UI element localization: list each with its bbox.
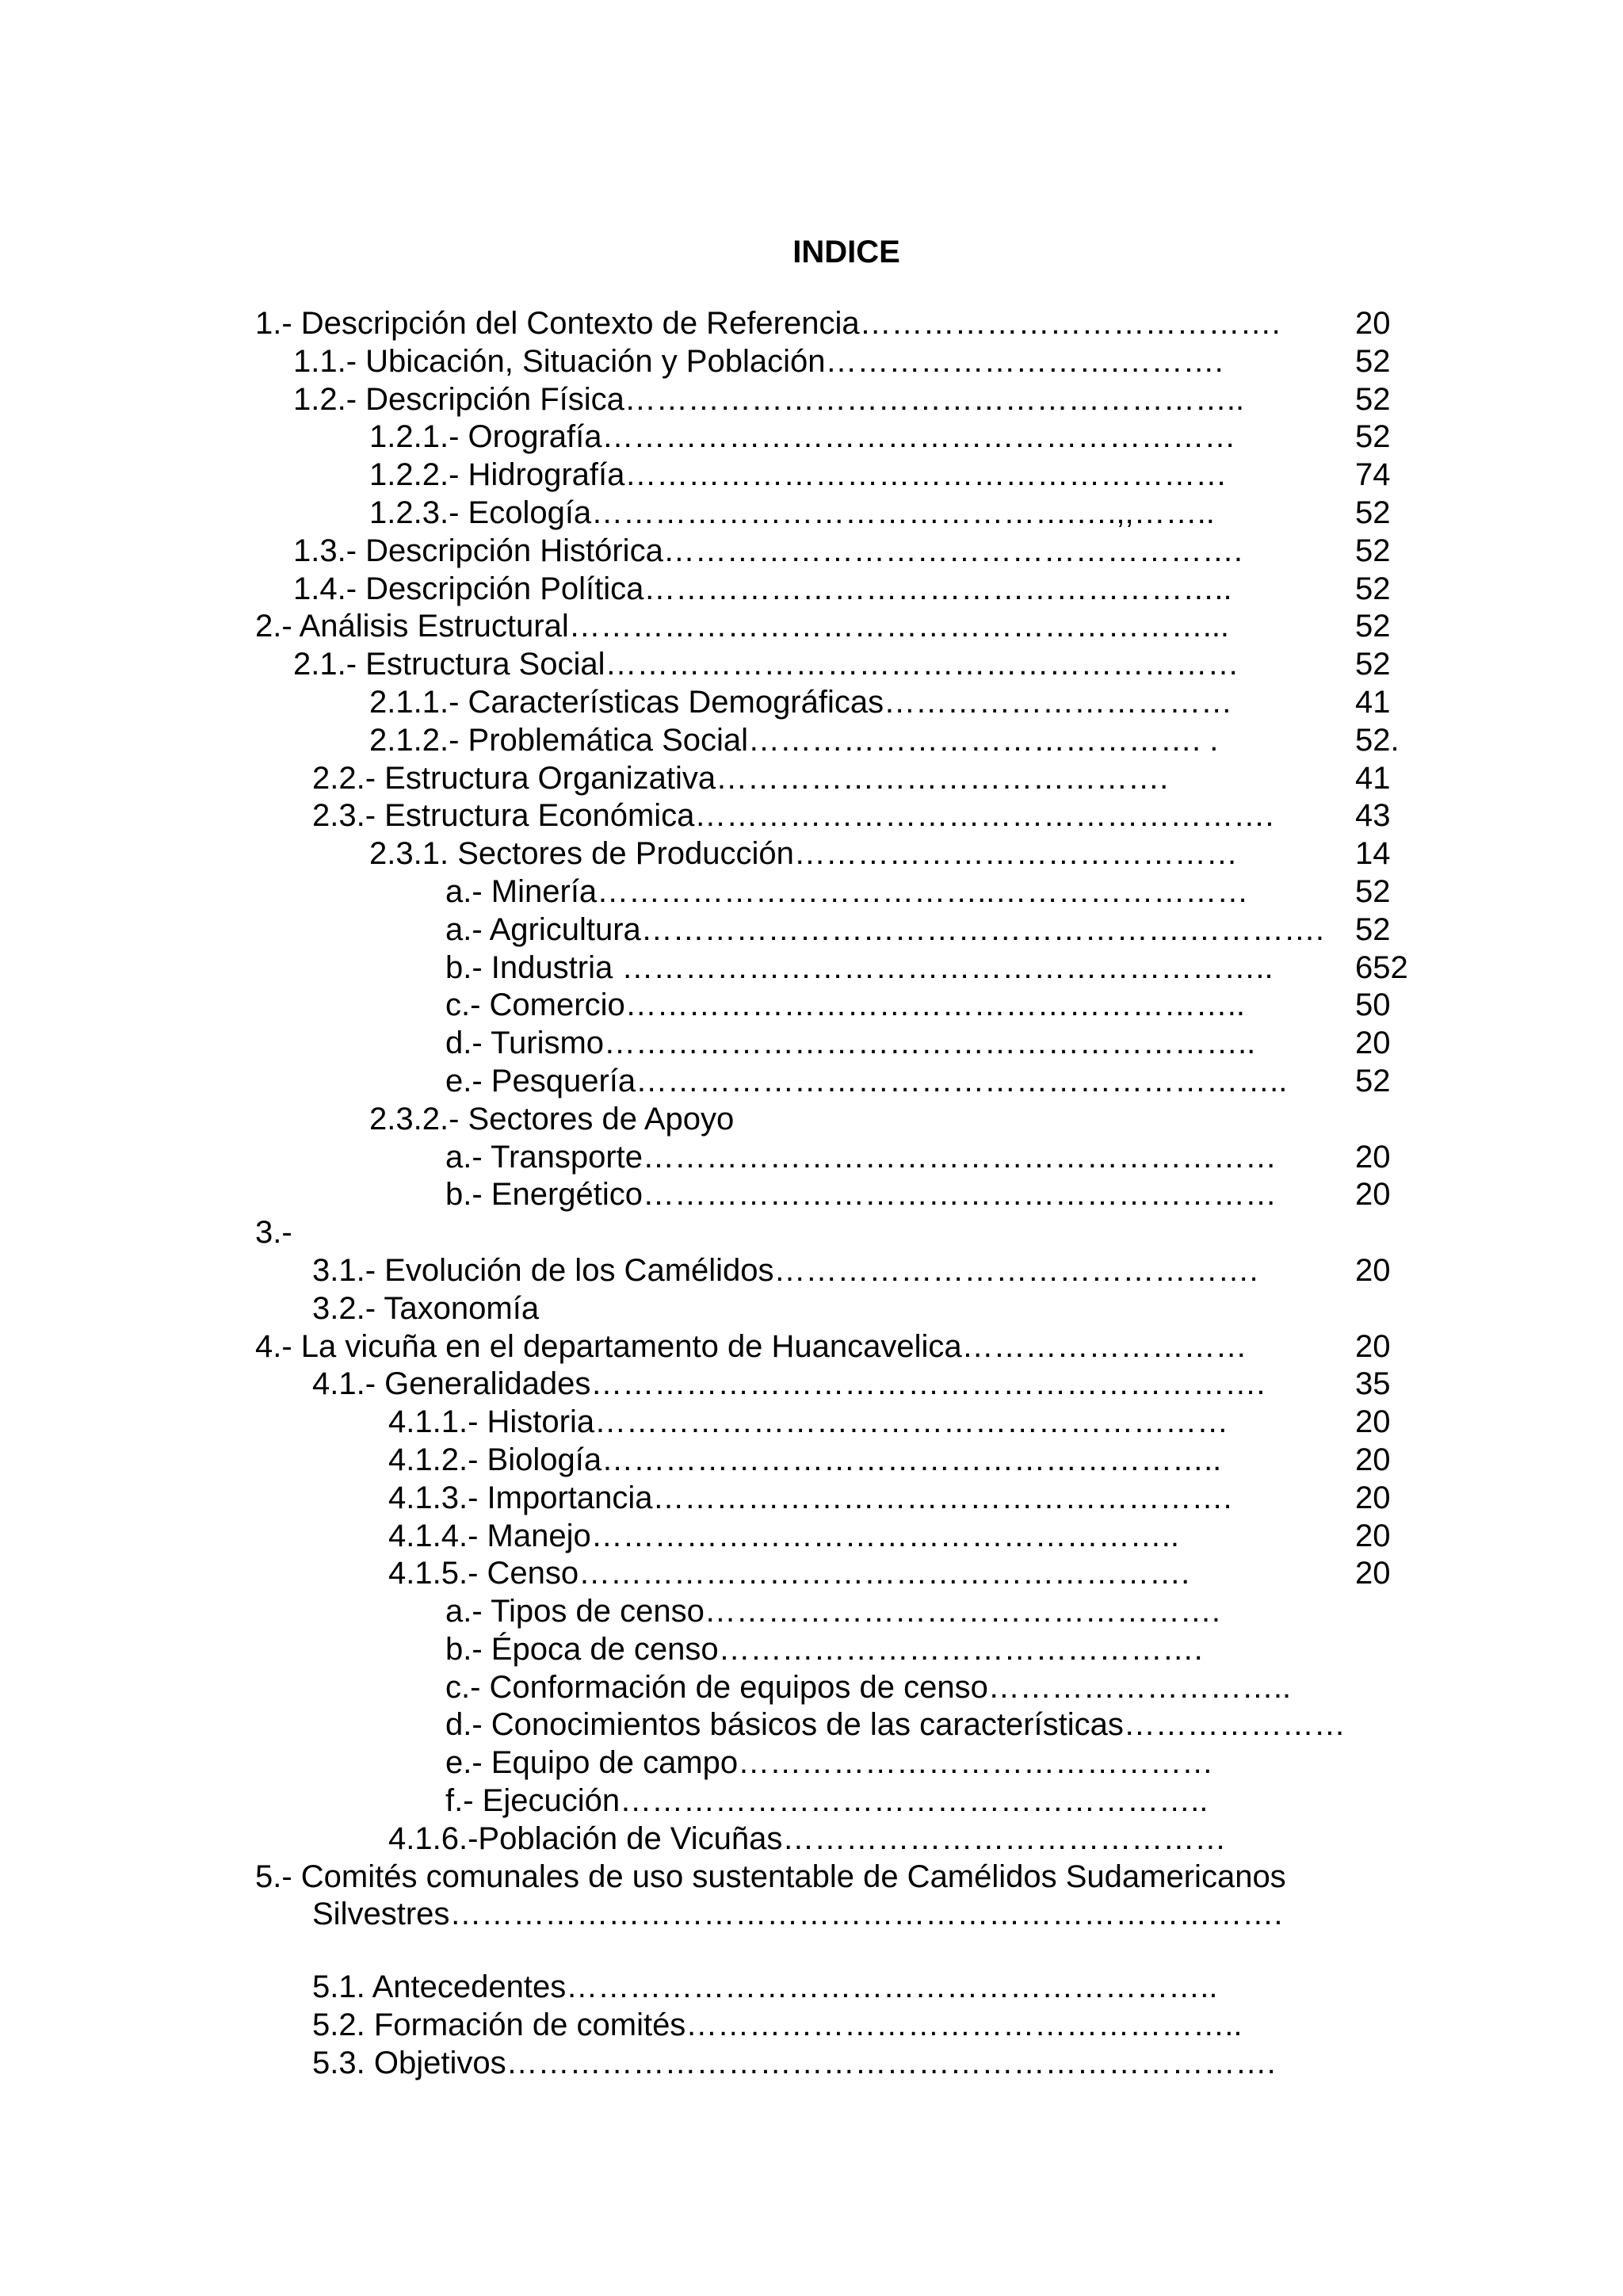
toc-entry-label: 4.- La vicuña en el departamento de Huancavelica……………………… — [255, 1328, 1247, 1364]
toc-entry-label: 1.2.3.- Ecología……………………………………….….,,…….. — [369, 495, 1215, 530]
toc-entry — [0, 646, 1623, 684]
toc-entry-page: 20 — [1355, 1252, 1391, 1288]
toc-entry-page: 20 — [1355, 1328, 1391, 1364]
toc-entry — [0, 1859, 1623, 1897]
toc-entry-page: 20 — [1355, 306, 1391, 341]
toc-entry-label: 4.1.2.- Biología………………………………………………….. — [388, 1442, 1222, 1477]
toc-entry-page: 52 — [1355, 571, 1391, 606]
toc-entry-page: 52 — [1355, 911, 1391, 947]
toc-entry-page: 652 — [1355, 949, 1408, 985]
toc-entry — [0, 797, 1623, 835]
toc-entry-label: 2.1.2.- Problemática Social……………………………………. . — [369, 722, 1219, 758]
toc-entry-label: 4.1.4.- Manejo……………………………………………….. — [388, 1518, 1179, 1553]
toc-entry — [0, 1025, 1623, 1063]
toc-entry — [0, 1328, 1623, 1366]
toc-entry-page: 35 — [1355, 1366, 1391, 1402]
toc-entry — [0, 1744, 1623, 1782]
toc-entry — [0, 1631, 1623, 1669]
toc-entry — [0, 1555, 1623, 1593]
toc-entry — [0, 418, 1623, 457]
toc-entry-label: Silvestres……………………………………………………………………. — [312, 1897, 1283, 1932]
toc-entry — [0, 571, 1623, 609]
toc-entry — [0, 2045, 1623, 2083]
toc-entry-page: 20 — [1355, 1177, 1391, 1213]
toc-entry — [0, 873, 1623, 911]
toc-entry-label: 2.2.- Estructura Organizativa……………………………………. — [312, 760, 1169, 796]
toc-entry-label: b.- Industria …………………………………………………….. — [445, 949, 1274, 985]
toc-entry-label: 1.2.1.- Orografía…………………………………………………… — [369, 419, 1236, 455]
toc-entry-label: 4.1.1.- Historia…………………………………………………… — [388, 1404, 1229, 1440]
toc-entry-label: 1.2.- Descripción Física………………………………………………….. — [293, 381, 1245, 417]
toc-entry — [0, 457, 1623, 495]
table-of-contents — [0, 305, 1623, 2083]
toc-entry-label: 2.1.- Estructura Social…………………………………………………… — [293, 647, 1239, 682]
toc-entry — [0, 343, 1623, 381]
toc-entry-page: 52. — [1355, 722, 1400, 758]
toc-entry-page: 52 — [1355, 647, 1391, 682]
toc-entry-label: 4.1.6.-Población de Vicuñas…………………………………… — [388, 1820, 1227, 1856]
toc-entry-page: 20 — [1355, 1404, 1391, 1440]
toc-entry-label: 2.3.- Estructura Económica………………………………………………. — [312, 798, 1274, 834]
toc-entry — [0, 1480, 1623, 1518]
toc-entry — [0, 1442, 1623, 1480]
toc-entry-label: 1.1.- Ubicación, Situación y Población……………………….………. — [293, 343, 1224, 379]
toc-entry — [0, 495, 1623, 533]
toc-entry-page: 14 — [1355, 836, 1391, 872]
toc-entry-label: a.- Tipos de censo…………………………………………. — [445, 1594, 1220, 1629]
toc-entry-label: a.- Transporte…………………………………………………… — [445, 1139, 1277, 1175]
toc-entry-label: 5.2. Formación de comités…………………………………………….. — [312, 2008, 1243, 2043]
toc-entry-page: 20 — [1355, 1518, 1391, 1553]
toc-entry-label: d.- Turismo…………………………………………………….. — [445, 1026, 1256, 1061]
toc-entry-label: 2.3.2.- Sectores de Apoyo — [369, 1101, 735, 1137]
toc-entry-label: 5.3. Objetivos………………………………………………………………. — [312, 2045, 1276, 2080]
toc-entry-label: b.- Época de censo………………………………………. — [445, 1631, 1203, 1667]
toc-entry-page: 74 — [1355, 457, 1391, 493]
toc-entry-page: 52 — [1355, 495, 1391, 530]
toc-entry-label: 1.2.2.- Hidrografía………………………………………………… — [369, 457, 1228, 493]
toc-entry-label: c.- Conformación de equipos de censo……………………….. — [445, 1669, 1292, 1705]
toc-entry-page: 52 — [1355, 609, 1391, 644]
toc-entry — [0, 987, 1623, 1025]
toc-entry-label: b.- Energético…………………………………………………… — [445, 1177, 1277, 1213]
toc-entry — [0, 835, 1623, 873]
toc-entry-label: c.- Comercio………………………………………………….. — [445, 988, 1245, 1023]
toc-entry-page: 52 — [1355, 1063, 1391, 1098]
index-title: INDICE — [792, 235, 900, 269]
toc-entry — [0, 381, 1623, 419]
toc-entry — [0, 1366, 1623, 1404]
toc-entry — [0, 760, 1623, 798]
toc-entry-label: 3.2.- Taxonomía — [312, 1290, 540, 1326]
toc-entry — [0, 305, 1623, 343]
toc-entry — [0, 1101, 1623, 1139]
toc-entry — [0, 1896, 1623, 1934]
toc-entry-label: 3.1.- Evolución de los Camélidos………………………………………. — [312, 1252, 1258, 1288]
toc-entry — [0, 1934, 1623, 1969]
toc-entry — [0, 1063, 1623, 1101]
toc-entry-page: 52 — [1355, 381, 1391, 417]
toc-entry-label: d.- Conocimientos básicos de las características………………… — [445, 1707, 1346, 1743]
toc-entry — [0, 1214, 1623, 1252]
toc-entry-label: 4.1.3.- Importancia………………………………………………. — [388, 1480, 1232, 1515]
toc-entry-page: 41 — [1355, 760, 1391, 796]
toc-entry — [0, 1706, 1623, 1744]
toc-entry — [0, 1593, 1623, 1631]
toc-entry-label: 2.- Análisis Estructural……………………………………………………... — [255, 609, 1230, 644]
toc-entry-label: 1.4.- Descripción Política……………………………………………….. — [293, 571, 1232, 606]
toc-entry — [0, 1176, 1623, 1214]
toc-entry — [0, 608, 1623, 646]
toc-entry-page: 43 — [1355, 798, 1391, 834]
toc-entry-label: 2.3.1. Sectores de Producción…………………………………… — [369, 836, 1238, 872]
toc-entry — [0, 1518, 1623, 1556]
toc-entry — [0, 949, 1623, 988]
toc-entry — [0, 2007, 1623, 2045]
toc-entry-page: 50 — [1355, 988, 1391, 1023]
toc-entry-page: 20 — [1355, 1556, 1391, 1591]
toc-entry-page: 52 — [1355, 533, 1391, 568]
toc-entry-page: 52 — [1355, 873, 1391, 909]
toc-entry — [0, 1820, 1623, 1859]
toc-entry-page: 20 — [1355, 1480, 1391, 1515]
toc-entry — [0, 1404, 1623, 1442]
toc-entry — [0, 533, 1623, 571]
toc-entry — [0, 722, 1623, 760]
toc-entry-label: f.- Ejecución……………………………………………….. — [445, 1783, 1209, 1819]
toc-entry-label: 2.1.1.- Características Demográficas…………………………… — [369, 684, 1233, 720]
toc-entry-label: a.- Agricultura…………………………………………….…………. — [445, 911, 1325, 947]
toc-entry — [0, 1290, 1623, 1328]
toc-entry-label: 1.3.- Descripción Histórica………………………………………………. — [293, 533, 1243, 568]
toc-entry — [0, 1969, 1623, 2007]
toc-entry — [0, 684, 1623, 722]
toc-entry — [0, 1139, 1623, 1177]
toc-entry-page: 41 — [1355, 684, 1391, 720]
toc-entry-page: 20 — [1355, 1026, 1391, 1061]
toc-entry — [0, 1669, 1623, 1707]
toc-entry — [0, 911, 1623, 949]
toc-entry-label: 5.- Comités comunales de uso sustentable de Camélidos Sudamericanos — [255, 1859, 1286, 1894]
toc-entry-label: 5.1. Antecedentes…………………………………………………….. — [312, 1969, 1218, 2005]
toc-entry-label: 1.- Descripción del Contexto de Referencia…………………………………. — [255, 306, 1281, 341]
toc-entry-label: e.- Pesquería…………………………………………………….. — [445, 1063, 1288, 1098]
toc-entry — [0, 1782, 1623, 1820]
toc-entry-label: e.- Equipo de campo……………………………………… — [445, 1745, 1214, 1781]
toc-entry-page: 52 — [1355, 419, 1391, 455]
toc-entry-page: 52 — [1355, 343, 1391, 379]
toc-entry-label: 3.- — [255, 1215, 292, 1251]
toc-entry — [0, 1252, 1623, 1290]
toc-entry-label: 4.1.- Generalidades………………………………………………………. — [312, 1366, 1266, 1402]
toc-entry-label: 4.1.5.- Censo…………………………………………………. — [388, 1556, 1190, 1591]
toc-entry-page: 20 — [1355, 1139, 1391, 1175]
toc-entry-page: 20 — [1355, 1442, 1391, 1477]
toc-entry-label: a.- Minería………………………………..…………………… — [445, 873, 1249, 909]
